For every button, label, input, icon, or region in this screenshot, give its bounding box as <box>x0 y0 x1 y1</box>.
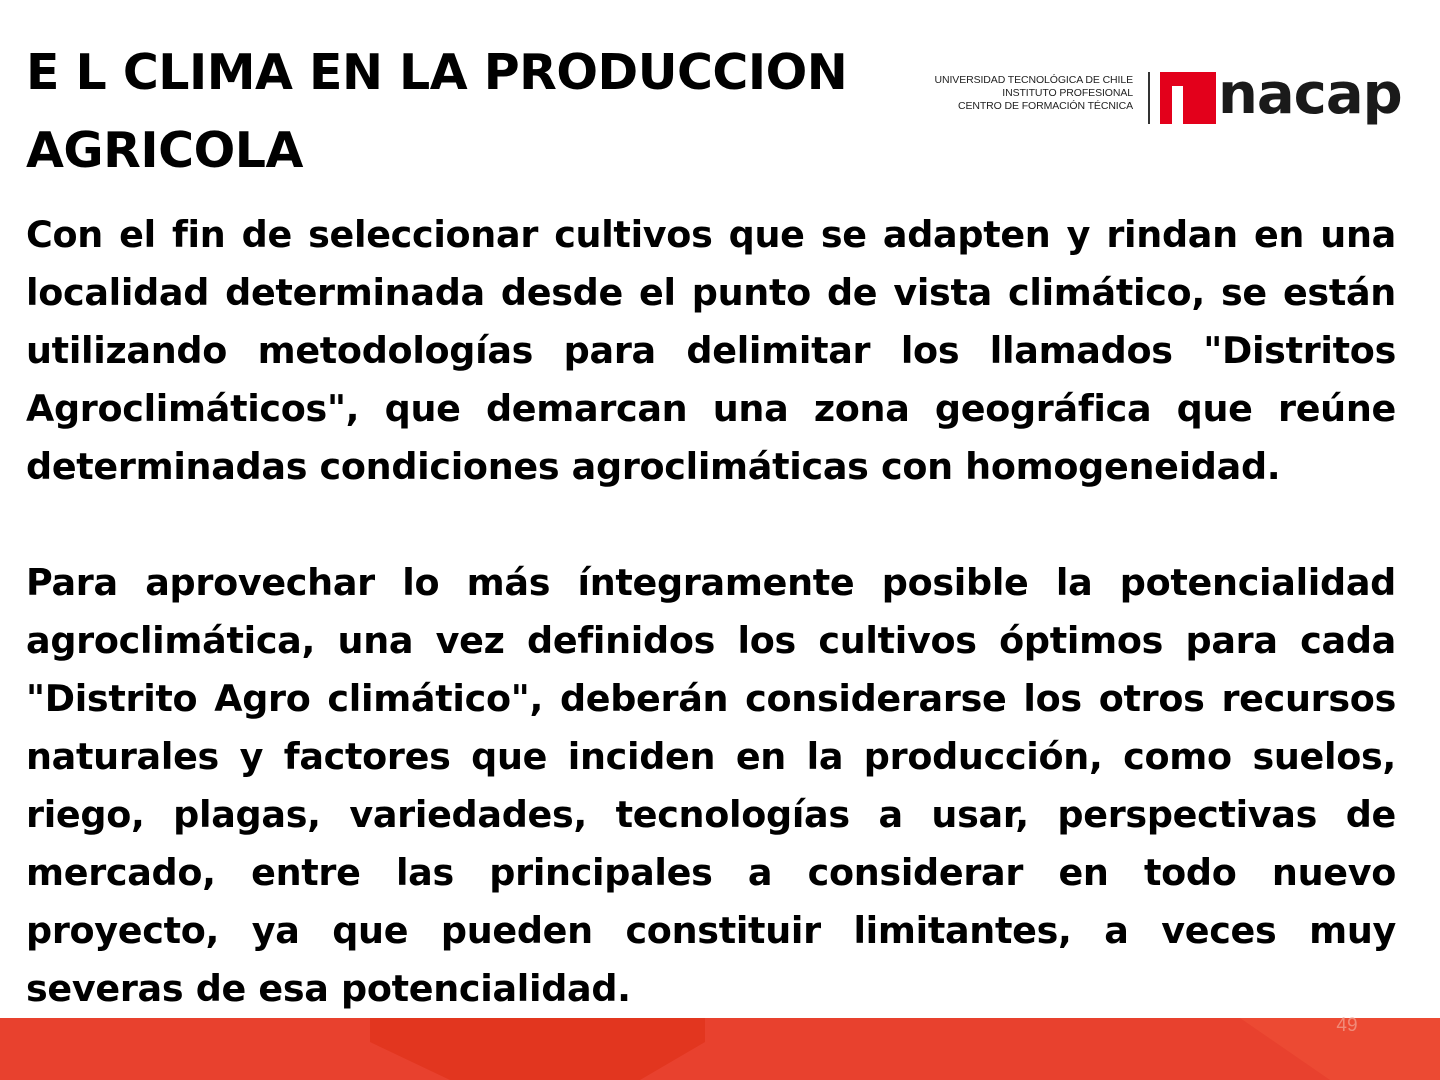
paragraph-potential: Para aprovechar lo más íntegramente posible la potencialidad agroclimática, una vez definidos los cultivos óptimos para cada "Distrito Agro climático", deberán considerarse los otros recursos naturales y factores que inciden en la producción, como suelos, riego, plagas, variedades, tecnologías a usar, perspectivas de mercado, entre las principales a considerar en todo nuevo proyecto, ya que pueden constituir limitantes, a veces muy severas de esa potencialidad. <box>26 561 1396 1010</box>
logo-divider <box>1148 72 1150 124</box>
slide-body <box>26 206 1396 1018</box>
logo-institution-text <box>930 74 1133 113</box>
page-number: 49 <box>1336 1015 1358 1036</box>
logo-mark <box>1160 62 1402 134</box>
inacap-logo-icon <box>1160 72 1216 124</box>
logo-wordmark: nacap <box>1218 62 1402 127</box>
logo-line-center: CENTRO DE FORMACIÓN TÉCNICA <box>957 100 1133 112</box>
paragraph-districts: Con el fin de seleccionar cultivos que se adapten y rindan en una localidad determinada desde el punto de vista climático, se están utilizando metodologías para delimitar los llamados "Distritos Agroclimáticos", que demarcan una zona geográfica que reúne determinadas condiciones agroclimáticas con homogeneidad. <box>26 213 1396 488</box>
inacap-logo <box>930 62 1402 136</box>
slide-title: E L CLIMA EN LA PRODUCCION AGRICOLA <box>26 44 848 179</box>
footer-band-base <box>0 1018 1440 1080</box>
logo-line-institute: INSTITUTO PROFESIONAL <box>1002 87 1133 99</box>
logo-line-university: UNIVERSIDAD TECNOLÓGICA DE CHILE <box>934 74 1133 86</box>
footer-band <box>0 1018 1440 1080</box>
